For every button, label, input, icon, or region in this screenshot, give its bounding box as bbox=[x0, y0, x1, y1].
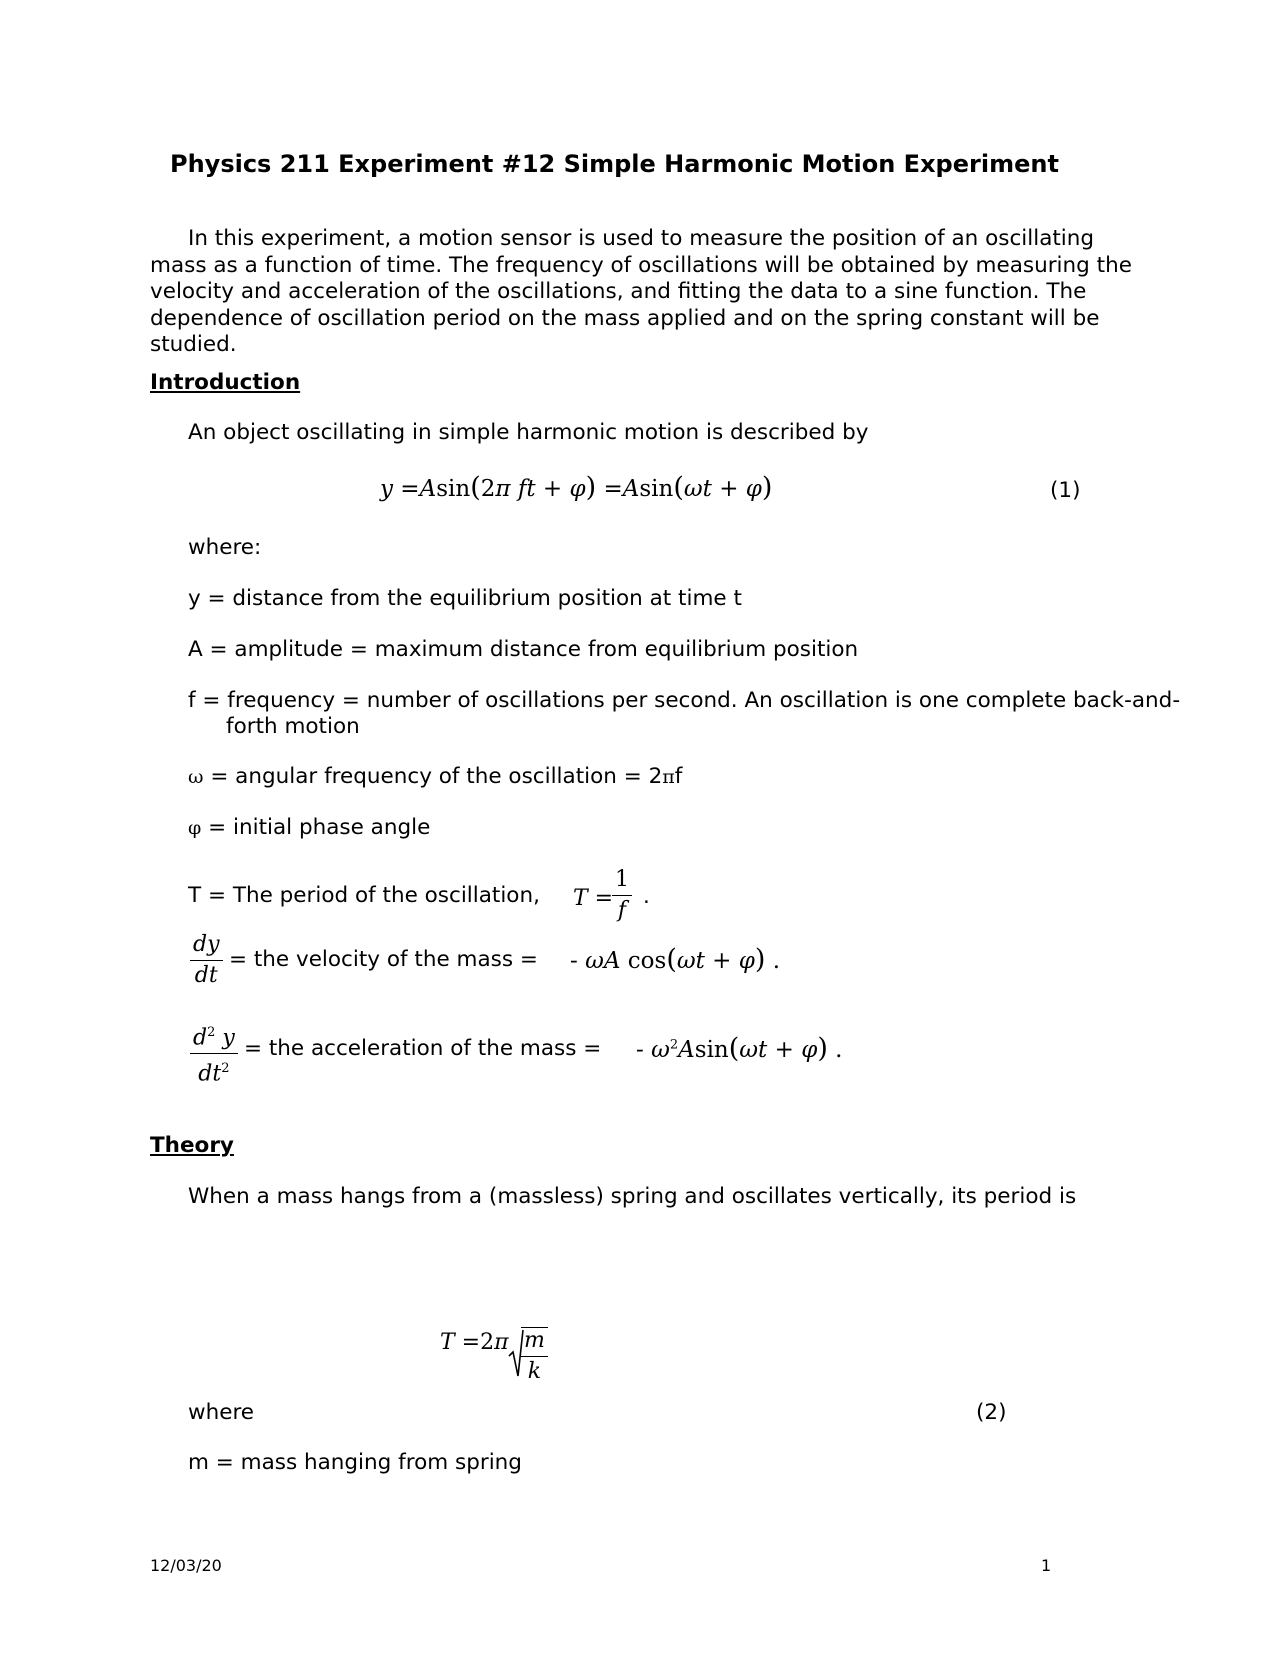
theory-lead: When a mass hangs from a (massless) spring and oscillates vertically, its period is bbox=[188, 1184, 1077, 1209]
footer-page-number: 1 bbox=[1041, 1556, 1052, 1575]
acceleration-expression: - $\omega^2Asin(\omega t + \varphi)$ . bbox=[636, 1033, 843, 1064]
period-dot: . bbox=[643, 884, 650, 909]
def-acceleration: = the acceleration of the mass = bbox=[244, 1036, 602, 1061]
def-omega: ω = angular frequency of the oscillation = 2πf bbox=[188, 764, 683, 789]
theory-where: where bbox=[188, 1400, 255, 1425]
footer-date: 12/03/20 bbox=[150, 1556, 222, 1575]
period-eq-lhs: T = bbox=[573, 886, 614, 911]
equation-1-number: (1) bbox=[1050, 478, 1081, 503]
velocity-derivative: $\frac{dy}{dt}$ bbox=[190, 932, 223, 989]
def-phi: φ = initial phase angle bbox=[188, 815, 431, 840]
phi-symbol: φ bbox=[188, 817, 202, 839]
intro-paragraph bbox=[150, 226, 1135, 359]
equation-1: y =Asin(2π ft + φ) =Asin(ωt + φ) bbox=[380, 472, 773, 503]
def-amplitude: A = amplitude = maximum distance from equilibrium position bbox=[188, 637, 859, 662]
period-fraction: $\frac{1}{f}$ bbox=[612, 867, 632, 924]
def-velocity: = the velocity of the mass = bbox=[229, 947, 538, 972]
def-mass: m = mass hanging from spring bbox=[188, 1450, 522, 1475]
omega-symbol: ω bbox=[188, 766, 204, 788]
page-title: Physics 211 Experiment #12 Simple Harmonic Motion Experiment bbox=[170, 150, 1059, 178]
pi-symbol: π bbox=[662, 766, 675, 788]
introduction-lead: An object oscillating in simple harmonic motion is described by bbox=[188, 420, 869, 445]
theory-heading: Theory bbox=[150, 1133, 234, 1158]
def-y: y = distance from the equilibrium position at time t bbox=[188, 586, 742, 611]
velocity-expression: - ωA cos(ωt + φ) . bbox=[570, 944, 781, 975]
equation-2-fraction: $\frac{m}{k}$ bbox=[521, 1327, 548, 1385]
introduction-heading: Introduction bbox=[150, 370, 301, 395]
def-period: T = The period of the oscillation, bbox=[188, 883, 540, 908]
where-label: where: bbox=[188, 535, 262, 560]
def-frequency: f = frequency = number of oscillations per second. An oscillation is one complete back-and-forth motion bbox=[188, 688, 1181, 739]
equation-2-lhs: T =2π bbox=[440, 1330, 509, 1355]
equation-2-number: (2) bbox=[976, 1400, 1007, 1425]
acceleration-derivative: $\frac{d^2 y}{dt^2}$ bbox=[190, 1020, 238, 1088]
intro-paragraph-text: In this experiment, a motion sensor is used to measure the position of an oscillating mass as a function of time. The frequency of oscillations will be obtained by measuring the velocity and acceleration of the oscillations, and fitting the data to a sine function. The dependence of oscillation period on the mass applied and on the spring constant will be studied. bbox=[150, 226, 1132, 357]
